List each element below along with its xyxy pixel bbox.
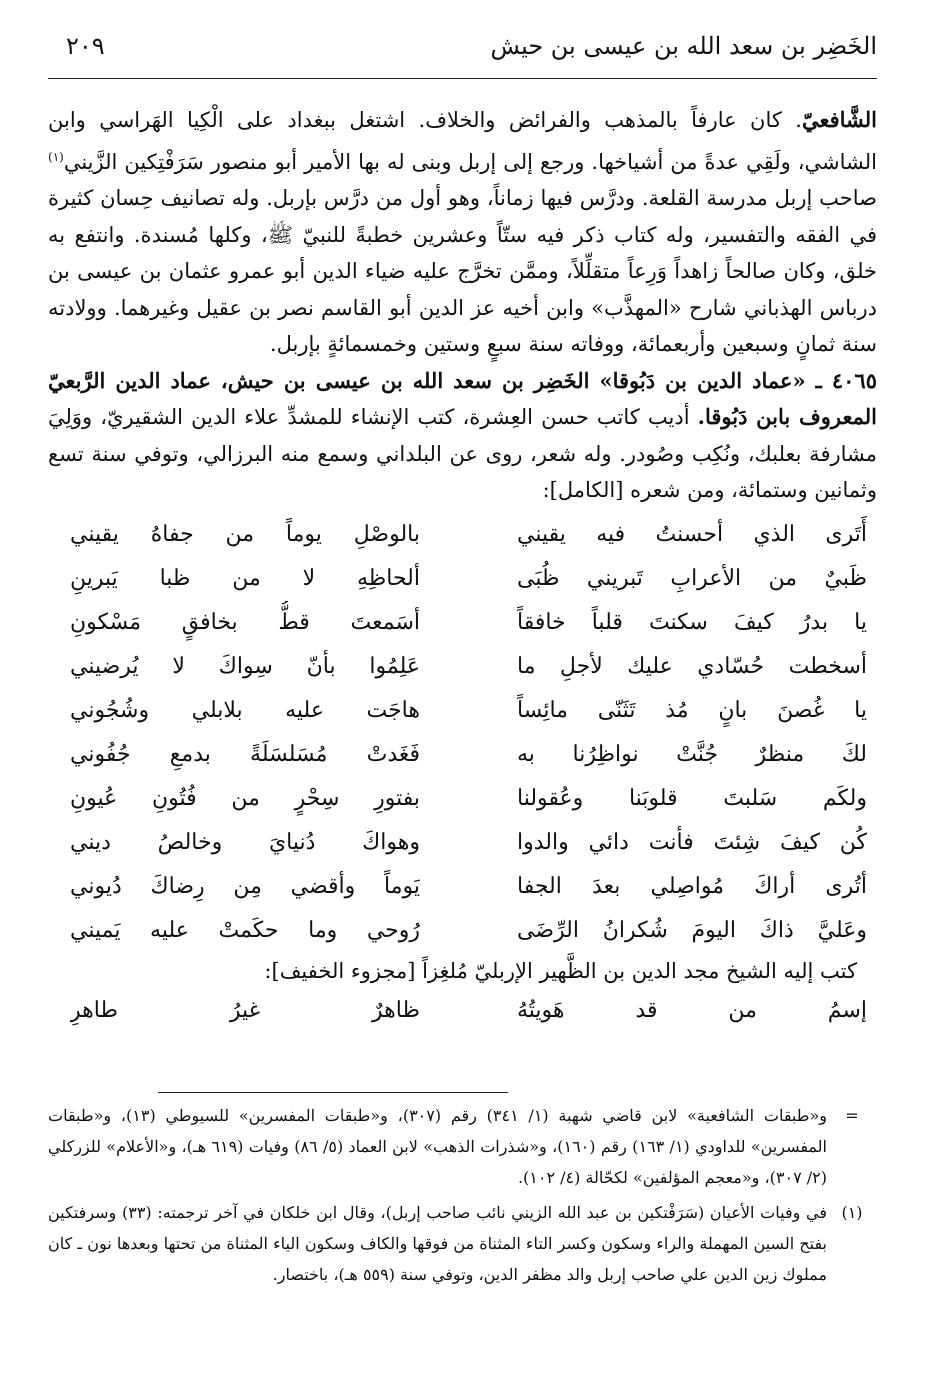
running-title: الخَضِر بن سعد الله بن عيسى بن حيش [490,32,877,60]
footnotes [48,1100,877,1294]
verse-line [48,865,877,909]
header-rule [48,78,877,79]
biography-paragraph [48,102,877,363]
verse-first-hemistich: أسخطت حُسّادي عليك لأجلِ ما [517,653,867,679]
verse-first-hemistich: لكَ منظرٌ جُنَّتْ نواظِرُنا به [517,741,867,767]
footnote-marker: (١) [841,1203,863,1222]
page-number: ٢٠٩ [66,32,105,60]
verse-first-hemistich: كُن كيفَ شِئتَ فأنت دائي والدوا [517,829,867,855]
page-header [48,28,877,72]
verse-second-hemistich: أسَمعتَ قطُّ بخافقٍ مَسْكونِ [70,609,420,635]
entry-4065 [48,363,877,509]
footnote [48,1197,877,1290]
footnote [48,1100,877,1193]
verse-second-hemistich: فَغَدتْ مُسَلسَلَةً بدمعِ جُفُوني [70,741,420,767]
verse-line [48,513,877,557]
verse-first-hemistich: وعَليَّ ذاكَ اليومَ شُكرانُ الرِّضَى [517,917,867,943]
closing-verse [48,989,877,1033]
verse-first-hemistich: أتُرى أراكَ مُواصِلي بعدَ الجفا [517,873,867,899]
main-text [48,102,877,1033]
verse-first-hemistich: يا غُصنَ بانٍ مُذ تَثَنّى مائِساً [517,697,867,723]
verse-line [48,733,877,777]
verse-line [48,689,877,733]
verse-line [48,645,877,689]
footnote-rule [158,1092,508,1093]
verse-first-hemistich: يا بدرُ كيفَ سكنتَ قلباً خافقاً [517,609,867,635]
verse-line [48,821,877,865]
verse-second-hemistich: رُوحي وما حكَمتْ عليه يَميني [70,917,420,943]
verse-second-hemistich: عَلِمُوا بأنّ سِواكَ لا يُرضيني [70,653,420,679]
verse-line [48,601,877,645]
paragraph-text-continued: صاحب إربل مدرسة القلعة. ودرَّس فيها زماناً، وهو أول من درَّس بإربل. وله تصانيف حِسان كثيرة في الفقه والتفسير، وله كتاب ذكر فيه ستّاً وعشرين خطبةً للنبيّ ﷺ، وكلها مُسندة. وانتفع به خلق، وكان صالحاً زاهداً وَرِعاً متقلِّلاً، وممَّن تخرَّج عليه ضياء الدين أبو عمرو عثمان بن عيسى بن درباس الهذباني شارح «المهذَّب» وابن أخيه عز الدين أبو القاسم نصر بن عقيل وغيرهما. وولادته سنة ثمانٍ وسبعين وأربعمائة، ووفاته سنة سبعٍ وستين وخمسمائةٍ بإربل. [48,186,877,356]
verse-line [48,909,877,953]
verse-first-hemistich: إسمُ من قد هَويتُهُ [517,997,867,1023]
verse-second-hemistich: ظاهرٌ غيرُ طاهرِ [70,997,420,1023]
verse-line [48,777,877,821]
verse-first-hemistich: أَتَرى الذي أحسنتُ فيه يقيني [517,521,867,547]
closing-line: كتب إليه الشيخ مجد الدين بن الظَّهير الإربليّ مُلغِزاً [مجزوء الخفيف]: [264,958,857,983]
footnote-reference[interactable]: (١) [48,149,64,164]
verse-first-hemistich: ظَبيٌ من الأعرابِ تَبريني ظُبَى [517,565,867,591]
footnote-text: في وفيات الأعيان (سَرَفْتكين بن عبد الله الزيني نائب صاحب إربل)، وقال ابن خلكان في آخر ترجمته: (٣٣) وسرفتكين بفتح السين المهملة والراء وسكون وكسر التاء المثناة من فوقها والكاف وسكون الياء المثناة من تحتها وبعدها نون ـ كان مملوك زين الدين علي صاحب إربل والد مظفر الدين، وتوفي سنة (٥٥٩ هـ)، باختصار. [48,1203,827,1284]
verse-second-hemistich: ألحاظِهِ لا من ظبا يَبرينِ [70,565,420,591]
bold-opening: الشَّافعيّ [801,107,877,132]
verse-second-hemistich: يَوماً وأقضي مِن رِضاكَ دُيوني [70,873,420,899]
verse-line [48,557,877,601]
footnote-text: و«طبقات الشافعية» لابن قاضي شهبة (١/ ٣٤١) رقم (٣٠٧)، و«طبقات المفسرين» للسيوطي (١٣)، و«طبقات المفسرين» للداودي (١/ ١٦٣) رقم (١٦٠)، و«شذرات الذهب» لابن العماد (٥/ ٨٦) وفيات (٦١٩ هـ)، و«الأعلام» للزركلي (٢/ ٣٠٧)، و«معجم المؤلفين» لكحّالة (٤/ ١٠٢). [48,1106,828,1187]
poem [48,513,877,953]
verse-first-hemistich: ولكَم سَلبتَ قلوبَنا وعُقولنا [517,785,867,811]
footnote-marker: = [845,1106,859,1125]
verse-second-hemistich: هاجَت عليه بلابلي وشُجُوني [70,697,420,723]
entry-heading: ٤٠٦٥ ـ «عماد الدين بن دَبُوقا» الخَضِر بن سعد الله بن عيسى بن حيش، عماد الدين الرَّبعيّ المعروف بابن دَبُوقا. [48,367,877,429]
verse-second-hemistich: بالوصْلِ يوماً من جفاهُ يقيني [70,521,420,547]
book-page [48,28,877,1284]
verse-second-hemistich: بفتورِ سِحْرٍ من فُتُونِ عُيونِ [70,785,420,811]
entry-text: أديب كاتب حسن العِشرة، كتب الإنشاء للمشدِّ علاء الدين الشقيريّ، ووَلِيَ مشارفة بعلبك، ونُكِب وصُودر. وله شعر، روى عن البلداني وسمع منه البرزالي، وتوفي سنة تسع وثمانين وستمائة، ومن شعره [الكامل]: [48,405,877,502]
paragraph-text: . كان عارفاً بالمذهب والفرائض والخلاف. اشتغل ببغداد على الْكِيا الهَراسي وابن الشاشي، ولَقِي عدةً من أشياخها. ورجع إلى إربل وبنى له بها الأمير أبو منصور سَرَفْتِكين الزَّيني [48,108,877,174]
verse-second-hemistich: وهواكَ دُنيايَ وخالصُ ديني [70,829,420,855]
